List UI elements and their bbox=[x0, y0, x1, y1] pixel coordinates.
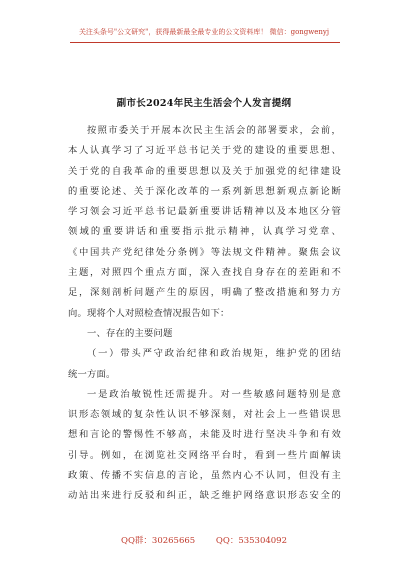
body-line: 向。现将个人对照检查情况报告如下： bbox=[68, 307, 230, 319]
document-body bbox=[68, 121, 341, 507]
subsection-heading-cont: 统一方面。 bbox=[68, 368, 116, 380]
body-line: 识形态领域的复杂性认识不够深刻，对社会上一些错误思 bbox=[68, 409, 341, 421]
body-line: 想和言论的警惕性不够高，未能及时进行坚决斗争和有效 bbox=[68, 429, 341, 441]
body-line: 按照市委关于开展本次民主生活会的部署要求，会前， bbox=[87, 125, 341, 136]
body-line: 领域的重要讲话和重要指示批示精神，认真学习党章、 bbox=[68, 226, 341, 238]
section-heading: 一、存在的主要问题 bbox=[87, 327, 173, 339]
body-line: 关于党的自我革命的重要思想以及关于加强党的纪律建设 bbox=[68, 165, 341, 177]
footer-qq-group: QQ群：30265665 bbox=[120, 536, 196, 546]
body-line: 主题，对照四个重点方面，深入查找自身存在的差距和不 bbox=[68, 267, 341, 279]
body-line: 一是政治敏锐性还需提升。对一些敏感问题特别是意 bbox=[87, 388, 341, 400]
body-line: 引导。例如，在浏览社交网络平台时，看到一些片面解读 bbox=[68, 449, 341, 461]
body-line: 学习领会习近平总书记最新重要讲话精神以及本地区分管 bbox=[68, 206, 341, 218]
footer-contact bbox=[0, 534, 408, 546]
body-line: 的重要论述、关于深化改革的一系列新思想新观点新论断 bbox=[68, 185, 341, 197]
body-line: 足，深刻剖析问题产生的原因，明确了整改措施和努力方 bbox=[68, 287, 341, 299]
header-promo-note: 关注头条号"公文研究"，获得最新最全最专业的公文资料库！ 微信：gongwenyj bbox=[78, 28, 330, 36]
document-title: 副市长2024年民主生活会个人发言提纲 bbox=[116, 98, 292, 109]
header-divider bbox=[70, 42, 340, 43]
footer-qq: QQ：535304092 bbox=[215, 536, 287, 546]
body-line: 本人认真学习了习近平总书记关于党的建设的重要思想、 bbox=[68, 145, 341, 157]
subsection-heading: （一）带头严守政治纪律和政治规矩，维护党的团结 bbox=[87, 348, 341, 360]
body-line: 《中国共产党纪律处分条例》等法规文件精神。聚焦会议 bbox=[68, 246, 341, 258]
body-line: 动站出来进行反驳和纠正，缺乏维护网络意识形态安全的 bbox=[68, 490, 341, 502]
body-line: 政策、传播不实信息的言论，虽然内心不认同，但没有主 bbox=[68, 470, 341, 482]
